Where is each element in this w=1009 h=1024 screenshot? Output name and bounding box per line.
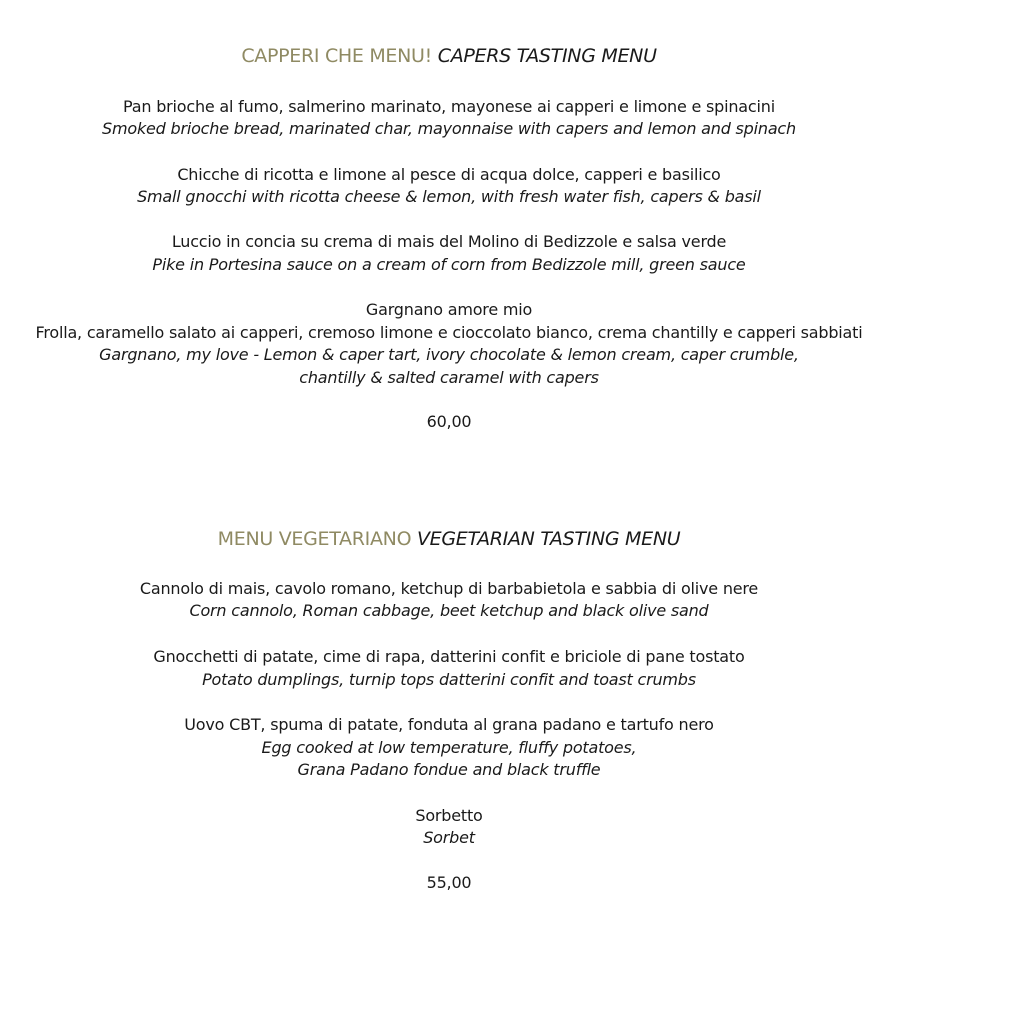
course-italian: Chicche di ricotta e limone al pesce di acqua dolce, capperi e basilico — [177, 165, 721, 184]
dessert-name: Gargnano amore mio — [365, 300, 533, 319]
course-italian: Sorbetto — [415, 806, 483, 825]
menu-title — [0, 43, 898, 69]
menu-title-english: VEGETARIAN TASTING MENU — [416, 528, 681, 550]
course-italian: Gnocchetti di patate, cime di rapa, datterini confit e briciole di pane tostato — [153, 647, 745, 666]
menu-price: 55,00 — [426, 873, 472, 892]
menu-title-italian: MENU VEGETARIANO — [217, 528, 412, 550]
course-english: Corn cannolo, Roman cabbage, beet ketchup and black olive sand — [189, 601, 709, 620]
course-english: Small gnocchi with ricotta cheese & lemon, with fresh water fish, capers & basil — [137, 187, 761, 206]
course-italian: Cannolo di mais, cavolo romano, ketchup di barbabietola e sabbia di olive nere — [139, 579, 759, 598]
menu-title — [0, 526, 898, 552]
course-italian: Luccio in concia su crema di mais del Molino di Bedizzole e salsa verde — [171, 232, 727, 251]
course-english: Potato dumplings, turnip tops datterini confit and toast crumbs — [202, 670, 696, 689]
course-english: Grana Padano fondue and black truffle — [297, 760, 601, 779]
menu-price: 60,00 — [426, 412, 472, 431]
course-italian: Frolla, caramello salato ai capperi, cremoso limone e cioccolato bianco, crema chantilly e capperi sabbiati — [35, 323, 863, 342]
course-english: Egg cooked at low temperature, fluffy potatoes, — [261, 738, 637, 757]
course-italian: Uovo CBT, spuma di patate, fonduta al grana padano e tartufo nero — [184, 715, 714, 734]
course-english: Smoked brioche bread, marinated char, mayonnaise with capers and lemon and spinach — [102, 119, 796, 138]
course-english: Gargnano, my love - Lemon & caper tart, ivory chocolate & lemon cream, caper crumble, — [99, 345, 799, 364]
menu-title-italian: CAPPERI CHE MENU! — [241, 45, 432, 67]
course-english: Pike in Portesina sauce on a cream of corn from Bedizzole mill, green sauce — [152, 255, 746, 274]
course-italian: Pan brioche al fumo, salmerino marinato, mayonese ai capperi e limone e spinacini — [123, 97, 775, 116]
menu-title-english: CAPERS TASTING MENU — [437, 45, 657, 67]
course-english: chantilly & salted caramel with capers — [299, 368, 599, 387]
course-english: Sorbet — [423, 828, 475, 847]
